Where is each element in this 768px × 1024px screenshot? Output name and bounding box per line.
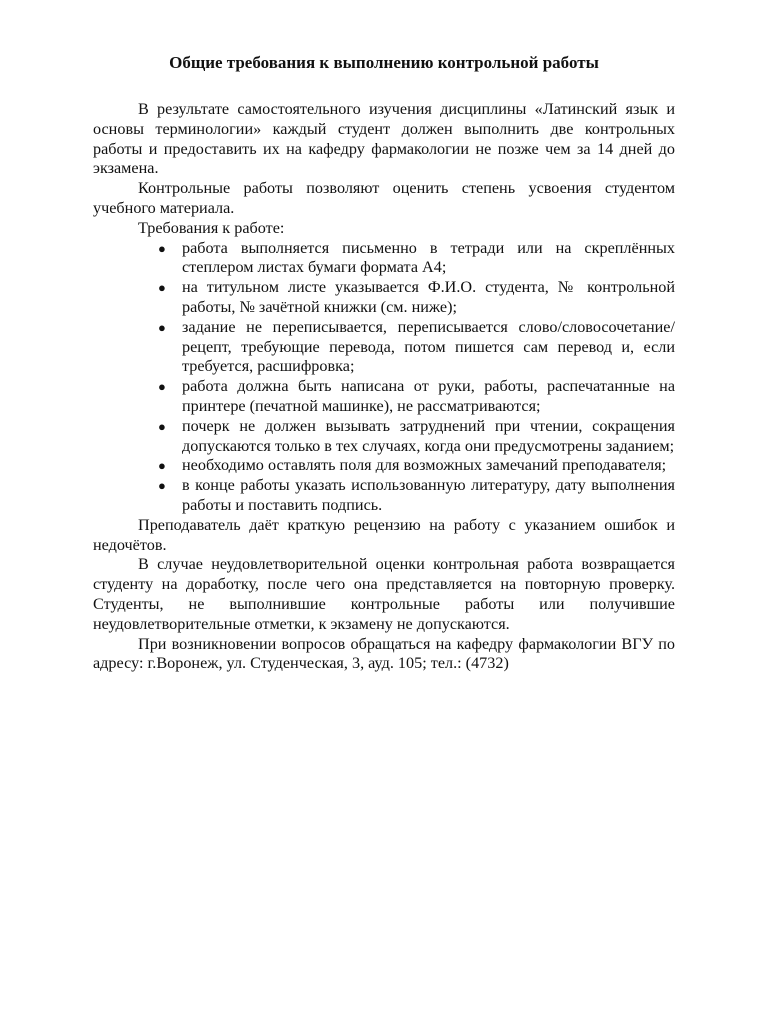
purpose-paragraph: Контрольные работы позволяют оценить степень усвоения студентом учебного материала. <box>93 179 675 217</box>
bullet-icon: ● <box>158 418 166 434</box>
bullet-icon: ● <box>158 478 166 494</box>
contact-paragraph: При возникновении вопросов обращаться на кафедру фармакологии ВГУ по адресу: г.Воронеж, ул. Студенческая, 3, ауд. 105; тел.: (4732) <box>93 634 675 673</box>
list-item-text: работа выполняется письменно в тетради или на скреплённых степлером листах бумаги формата А4; <box>182 238 675 277</box>
list-item-text: задание не переписывается, переписывается слово/словосочетание/рецепт, требующие перевода, потом пишется сам перевод и, если требуется, расшифровка; <box>182 317 675 376</box>
bullet-icon: ● <box>158 280 166 296</box>
document-title: Общие требования к выполнению контрольной работы <box>169 53 599 72</box>
list-item-text: работа должна быть написана от руки, работы, распечатанные на принтере (печатной машинке), не рассматриваются; <box>182 377 675 415</box>
requirements-heading: Требования к работе: <box>138 218 285 237</box>
list-item <box>158 377 675 417</box>
list-item <box>158 317 675 377</box>
bullet-icon: ● <box>158 240 166 256</box>
list-item <box>158 456 675 476</box>
list-item <box>158 278 675 318</box>
list-item-text: в конце работы указать использованную литературу, дату выполнения работы и поставить подпись. <box>182 476 675 514</box>
requirements-list <box>93 239 675 516</box>
list-item <box>158 238 675 279</box>
document-page <box>93 52 675 674</box>
list-item-text: необходимо оставлять поля для возможных замечаний преподавателя; <box>182 456 667 475</box>
list-item-text: на титульном листе указывается Ф.И.О. студента, № контрольной работы, № зачётной книжки (см. ниже); <box>182 278 675 316</box>
bullet-icon: ● <box>158 458 166 474</box>
bullet-icon: ● <box>158 319 166 335</box>
bullet-icon: ● <box>158 379 166 395</box>
list-item <box>158 416 675 457</box>
failure-paragraph: В случае неудовлетворительной оценки контрольная работа возвращается студенту на доработку, после чего она представляется на повторную проверку. Студенты, не выполнившие контрольные работы или получившие неудовлетворительные отметки, к экзамену не допускаются. <box>93 555 675 633</box>
list-item <box>158 476 675 516</box>
list-item-text: почерк не должен вызывать затруднений при чтении, сокращения допускаются только в тех случаях, когда они предусмотрены заданием; <box>182 416 675 455</box>
review-paragraph: Преподаватель даёт краткую рецензию на работу с указанием ошибок и недочётов. <box>93 515 675 554</box>
intro-paragraph: В результате самостоятельного изучения дисциплины «Латинский язык и основы терминологии» каждый студент должен выполнить две контрольных работы и предоставить их на кафедру фармакологии не позже чем за 14 дней до экзамена. <box>93 100 675 178</box>
